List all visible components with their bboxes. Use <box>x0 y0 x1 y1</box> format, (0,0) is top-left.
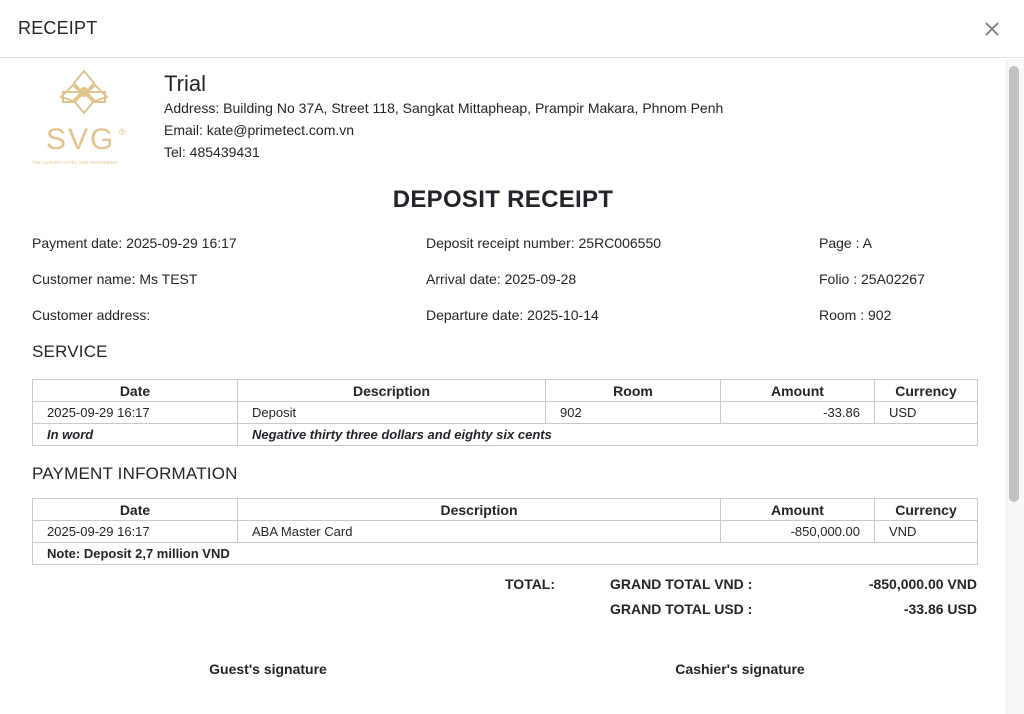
column-header: Amount <box>721 380 875 402</box>
room: Room : 902 <box>819 307 892 323</box>
grand-total-usd-value: -33.86 USD <box>903 601 977 617</box>
arrival-date: Arrival date: 2025-09-28 <box>426 271 577 287</box>
payment-date: Payment date: 2025-09-29 16:17 <box>32 235 237 251</box>
hotel-name: Trial <box>164 71 206 96</box>
hotel-address: Address: Building No 37A, Street 118, Sangkat Mittapheap, Prampir Makara, Phnom Penh <box>164 100 724 116</box>
page-label: Page : A <box>819 235 872 251</box>
total-label: TOTAL: <box>505 576 556 592</box>
hotel-logo <box>31 67 137 175</box>
table-row <box>33 402 978 424</box>
cell-currency: VND <box>875 521 978 543</box>
in-word-value: Negative thirty three dollars and eighty six cents <box>238 424 978 446</box>
cell-date: 2025-09-29 16:17 <box>33 402 238 424</box>
modal-body <box>0 59 1024 714</box>
column-header: Description <box>238 499 721 521</box>
cell-description: ABA Master Card <box>238 521 721 543</box>
column-header: Room <box>546 380 721 402</box>
hotel-tel: Tel: 485439431 <box>164 144 260 160</box>
column-header: Description <box>238 380 546 402</box>
logo-tagline: THE LUXURY HOTEL AND APARTMENT <box>32 160 118 165</box>
cell-amount: -33.86 <box>721 402 875 424</box>
receipt-number: Deposit receipt number: 25RC006550 <box>426 235 662 251</box>
column-header: Date <box>33 499 238 521</box>
payment-table <box>32 498 978 565</box>
logo-text: SVG <box>46 123 116 156</box>
column-header: Currency <box>875 380 978 402</box>
close-icon[interactable] <box>980 17 1004 41</box>
note-row <box>33 543 978 565</box>
scrollbar-thumb[interactable] <box>1009 66 1019 502</box>
in-word-row <box>33 424 978 446</box>
folio: Folio : 25A02267 <box>819 271 925 287</box>
grand-total-usd-label: GRAND TOTAL USD : <box>610 601 753 617</box>
grand-total-vnd-label: GRAND TOTAL VND : <box>610 576 753 592</box>
column-header: Date <box>33 380 238 402</box>
cashier-signature-label: Cashier's signature <box>675 661 805 677</box>
customer-name: Customer name: Ms TEST <box>32 271 198 287</box>
column-header: Amount <box>721 499 875 521</box>
departure-date: Departure date: 2025-10-14 <box>426 307 599 323</box>
lotus-logo-icon <box>31 67 137 175</box>
service-table <box>32 379 978 446</box>
receipt-content <box>0 59 1006 714</box>
table-header-row <box>33 380 978 402</box>
guest-signature-label: Guest's signature <box>209 661 327 677</box>
cell-amount: -850,000.00 <box>721 521 875 543</box>
modal-header <box>0 0 1024 58</box>
hotel-email: Email: kate@primetect.com.vn <box>164 122 355 138</box>
cell-date: 2025-09-29 16:17 <box>33 521 238 543</box>
modal-title: RECEIPT <box>18 18 98 38</box>
cell-description: Deposit <box>238 402 546 424</box>
cell-currency: USD <box>875 402 978 424</box>
customer-address: Customer address: <box>32 307 151 323</box>
service-section-title: SERVICE <box>32 342 108 361</box>
column-header: Currency <box>875 499 978 521</box>
in-word-label: In word <box>33 424 238 446</box>
table-row <box>33 521 978 543</box>
payment-section-title: PAYMENT INFORMATION <box>32 464 238 483</box>
grand-total-vnd-value: -850,000.00 VND <box>868 576 977 592</box>
payment-note: Note: Deposit 2,7 million VND <box>33 543 978 565</box>
logo-mark: ® <box>119 127 126 137</box>
close-button[interactable] <box>980 17 1004 41</box>
cell-room: 902 <box>546 402 721 424</box>
table-header-row <box>33 499 978 521</box>
receipt-title: DEPOSIT RECEIPT <box>392 186 614 213</box>
